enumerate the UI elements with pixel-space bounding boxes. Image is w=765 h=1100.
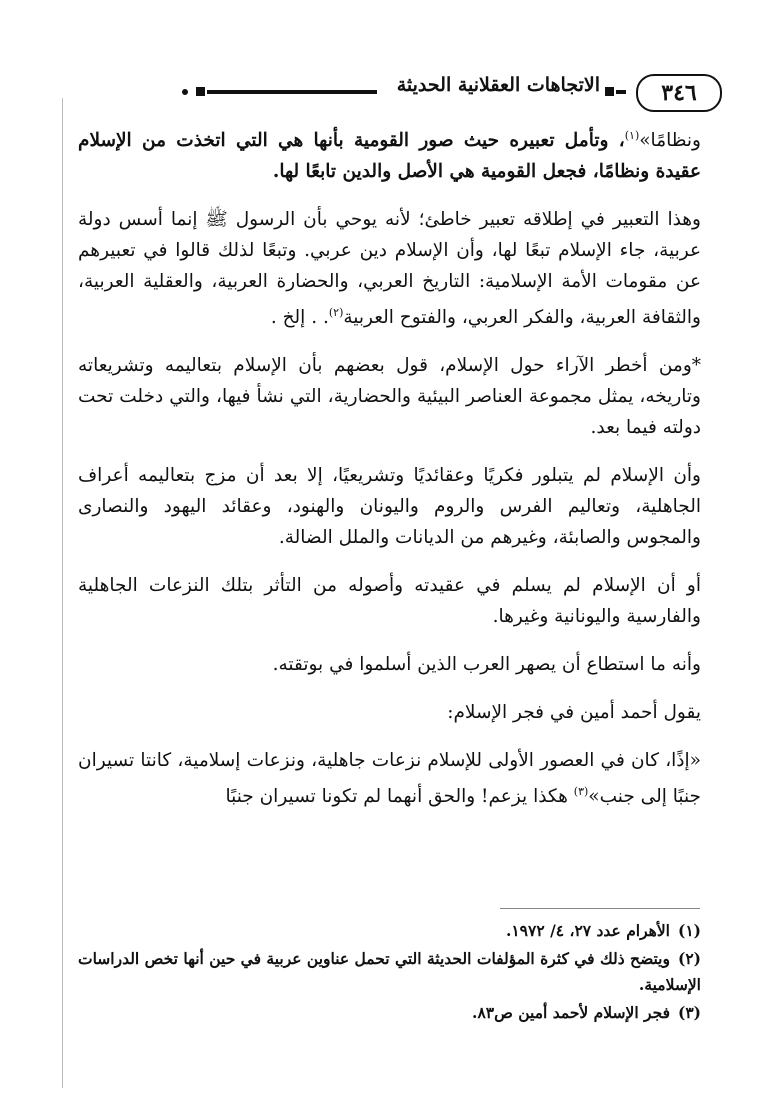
header-ornament-square (605, 87, 614, 96)
paragraph-text: «إذًا، كان في العصور الأولى للإسلام نزعات جاهلية، ونزعات إسلامية، كانتا تسيران جنبًا إلى جنب» (78, 750, 701, 808)
paragraph: *ومن أخطر الآراء حول الإسلام، قول بعضهم بأن الإسلام بتعاليمه وتشريعاته وتاريخه، يمثل مجموعة العناصر البيئية والحضارية، التي نشأ فيها، والتي دخلت تحت دولته فيما بعد. (78, 355, 701, 439)
footnotes (78, 918, 701, 1028)
paragraph-text-bold: ، وتأمل تعبيره حيث صور القومية بأنها هي التي اتخذت من الإسلام عقيدة ونظامًا، فجعل القومية هي الأصل والدين تابعًا لها. (78, 130, 701, 183)
footnote-number: (١) (677, 921, 701, 940)
footnote (78, 1000, 701, 1026)
page-header (82, 70, 702, 110)
header-ornament-square (196, 87, 205, 96)
header-ornament-bar (207, 90, 377, 94)
footnote-ref: (٢) (328, 306, 344, 320)
paragraph-text: وهذا التعبير في إطلاقه تعبير خاطئ؛ لأنه يوحي بأن الرسول ﷺ إنما أسس دولة عربية، جاء الإسلام تبعًا لها، وأن الإسلام دين عربي. وتبعًا لذلك قالوا في تعبيرهم عن مقومات الأمة الإسلامية: التاريخ العربي، والحضارة العربية، والعقلية العربية، والثقافة العربية، والفكر العربي، والفتوح العربية (78, 209, 701, 329)
footnote-ref: (١) (624, 129, 640, 142)
paragraph: وأنه ما استطاع أن يصهر العرب الذين أسلموا في بوتقته. (272, 654, 701, 676)
footnote-number: (٢) (677, 949, 701, 968)
header-ornament-bar (616, 90, 626, 94)
paragraph-text: . . إلخ . (270, 307, 329, 329)
header-ornament-dot (182, 89, 188, 95)
footnote-separator (500, 908, 700, 909)
paragraph: أو أن الإسلام لم يسلم في عقيدته وأصوله من التأثر بتلك النزعات الجاهلية والفارسية واليونانية وغيرها. (78, 575, 701, 628)
footnote-ref: (٣) (573, 785, 589, 799)
footnote-number: (٣) (677, 1003, 701, 1022)
page-number: ٣٤٦ (636, 74, 722, 112)
body-text (78, 120, 701, 829)
footnote-text: الأهرام عدد ٢٧، ٤/ ١٩٧٢. (505, 921, 670, 940)
margin-rule (62, 98, 63, 1088)
paragraph (78, 204, 701, 333)
paragraph-text: ونظامًا» (639, 130, 701, 152)
paragraph: وأن الإسلام لم يتبلور فكريًا وعقائديًا وتشريعيًا، إلا بعد أن مزج بتعاليمه أعراف الجاهلية، وتعاليم الفرس والروم واليونان والهنود، وعقائد اليهود والنصارى والمجوس والصابئة، وغيرهم من الديانات والملل الضالة. (78, 465, 701, 549)
footnote (78, 946, 701, 998)
paragraph-text: هكذا يزعم! والحق أنهما لم تكونا تسيران جنبًا (225, 786, 574, 808)
footnote-text: فجر الإسلام لأحمد أمين ص٨٣. (472, 1003, 670, 1022)
footnote (78, 918, 701, 944)
running-title: الاتجاهات العقلانية الحديثة (396, 74, 600, 96)
paragraph (78, 120, 701, 187)
paragraph: يقول أحمد أمين في فجر الإسلام: (447, 702, 701, 724)
paragraph (78, 745, 701, 812)
footnote-text: ويتضح ذلك في كثرة المؤلفات الحديثة التي تحمل عناوين عربية في حين أنها تخص الدراسات الإسلامية. (77, 949, 701, 994)
